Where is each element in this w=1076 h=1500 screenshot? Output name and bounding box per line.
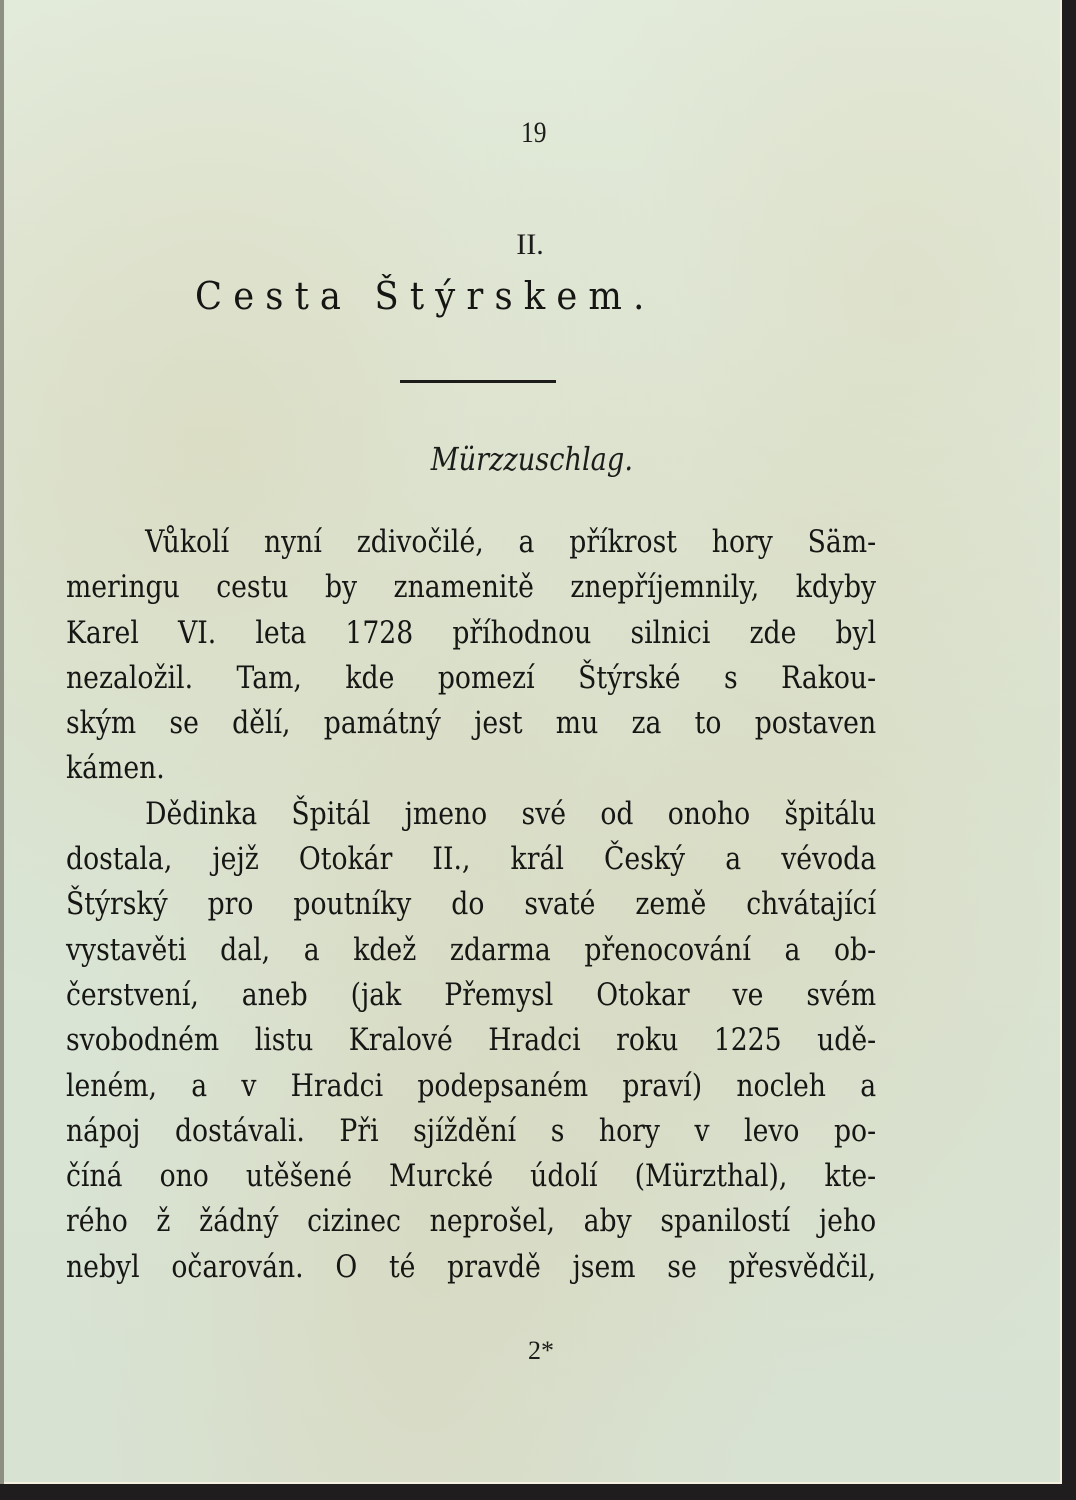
page-number: 19 xyxy=(520,116,547,149)
text-line: ským se dělí, památný jest mu za to postaven xyxy=(66,705,877,742)
text-line: leném, a v Hradci podepsaném praví) nocleh a xyxy=(66,1067,877,1104)
chapter-number: II. xyxy=(516,228,544,261)
text-line: dostala, jejž Otokár II., král Český a vévoda xyxy=(66,841,877,878)
paragraph xyxy=(66,792,876,1290)
text-line: čerstvení, aneb (jak Přemysl Otokar ve svém xyxy=(66,976,877,1013)
page-edge xyxy=(0,0,4,1484)
text-line: kámen. xyxy=(66,750,165,787)
text-line: číná ono utěšené Murcké údolí (Mürzthal), kte- xyxy=(66,1158,877,1195)
paragraph xyxy=(66,520,876,792)
text-line: Dědinka Špitál jmeno své od onoho špitálu xyxy=(145,795,877,832)
chapter-title: Cesta Štýrskem. xyxy=(195,274,656,318)
text-line: svobodném listu Kralové Hradci roku 1225 udě- xyxy=(66,1022,877,1059)
text-line: Štýrský pro poutníky do svaté země chvátající xyxy=(66,886,877,923)
title-divider xyxy=(400,380,556,383)
text-line: nezaložil. Tam, kde pomezí Štýrské s Rakou- xyxy=(66,659,877,696)
text-line: nápoj dostávali. Při sjíždění s hory v levo po- xyxy=(66,1112,877,1149)
signature-mark: 2* xyxy=(528,1336,554,1365)
text-line: nebyl očarován. O té pravdě jsem se přesvědčil, xyxy=(66,1248,877,1285)
section-title: Mürzzuschlag. xyxy=(430,440,633,478)
body-text xyxy=(66,520,876,1290)
text-line: rého ž žádný cizinec neprošel, aby spanilostí jeho xyxy=(66,1203,877,1240)
text-line: Vůkolí nyní zdivočilé, a příkrost hory Säm- xyxy=(145,524,877,560)
text-line: Karel VI. leta 1728 příhodnou silnici zde byl xyxy=(66,614,877,651)
text-line: meringu cestu by znamenitě znepříjemnily, kdyby xyxy=(66,569,877,606)
text-line: vystavěti dal, a kdež zdarma přenocování a ob- xyxy=(66,931,877,968)
